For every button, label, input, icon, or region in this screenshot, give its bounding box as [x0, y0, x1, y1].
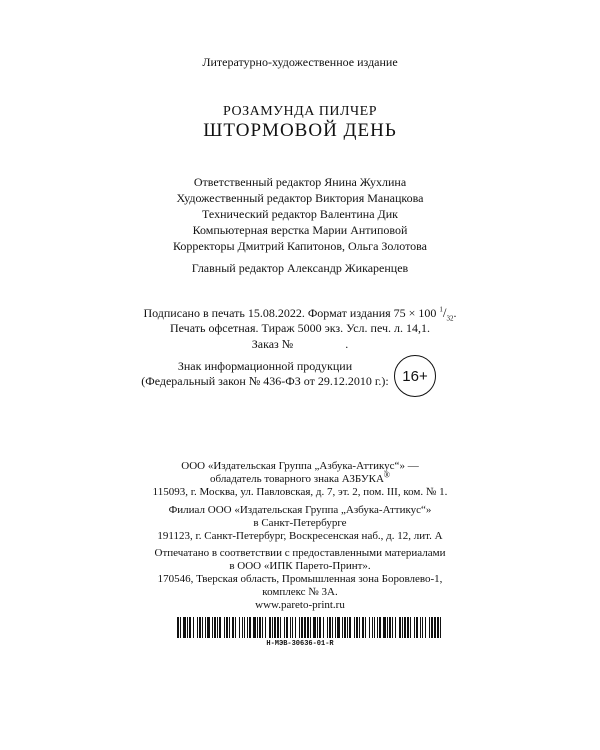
barcode-bar [224, 617, 225, 638]
barcode-bar [317, 617, 318, 638]
barcode-bar [337, 617, 340, 638]
age-rating-badge [394, 355, 436, 397]
barcode-bar [410, 617, 411, 638]
publisher-address: 115093, г. Москва, ул. Павловская, д. 7, эт. 2, пом. III, ком. № 1. [152, 486, 448, 498]
format-fraction: $^1/_{32}$ [439, 305, 454, 323]
barcode-text: Н-МЭВ-30636-01-R [266, 640, 334, 648]
printer-website: www.pareto-print.ru [255, 599, 345, 611]
print-info-text: Подписано в печать 15.08.2022. Формат издания 75 × 100 [143, 306, 437, 320]
branch-line: в Санкт-Петербурге [253, 517, 347, 529]
barcode-bar [272, 617, 273, 638]
barcode-bar [189, 617, 191, 638]
publisher-line: обладатель товарного знака АЗБУКА® [210, 470, 390, 485]
barcode-bar [389, 617, 391, 638]
barcode-bar [207, 617, 210, 638]
order-line: Заказ № . [251, 337, 349, 351]
barcode-bar [199, 617, 201, 638]
printer-address: комплекс № 3А. [262, 586, 338, 598]
barcode-bar [249, 617, 251, 638]
barcode-bar [379, 617, 381, 638]
barcode-bar [242, 617, 243, 638]
barcode-bar [277, 617, 279, 638]
print-info-line1: Подписано в печать 15.08.2022. Формат издания 75 × 100 $^1/_{32}$. [143, 305, 457, 323]
barcode-bar [383, 617, 386, 638]
barcode-bar [205, 617, 206, 638]
barcode-bar [177, 617, 179, 638]
barcode-bar [323, 617, 324, 638]
barcode-bar [269, 617, 271, 638]
barcode-bar [422, 617, 423, 638]
barcode-bar [247, 617, 248, 638]
credit-line: Художественный редактор Виктория Манацкова [176, 191, 424, 205]
barcode-bar [407, 617, 409, 638]
barcode-bar [377, 617, 378, 638]
barcode-bar [354, 617, 355, 638]
barcode-bar [399, 617, 401, 638]
barcode-bar [387, 617, 388, 638]
barcode-bar [214, 617, 216, 638]
barcode-bar [372, 617, 373, 638]
barcode-bar [395, 617, 396, 638]
print-info-line2: Печать офсетная. Тираж 5000 экз. Усл. печ. л. 14,1. [169, 321, 431, 335]
barcode-bar [197, 617, 198, 638]
branch-line: Филиал ООО «Издательская Группа „Азбука-Аттикус“» [168, 504, 432, 516]
barcode-bar [402, 617, 403, 638]
barcode-bar [359, 617, 360, 638]
barcode-bar [374, 617, 375, 638]
barcode-bar [232, 617, 234, 638]
barcode-bar [299, 617, 300, 638]
barcode-bar [369, 617, 370, 638]
barcode [177, 617, 441, 638]
barcode-bar [219, 617, 221, 638]
barcode-bar [429, 617, 430, 638]
credit-line: Корректоры Дмитрий Капитонов, Ольга Золотова [173, 239, 427, 253]
barcode-bar [253, 617, 256, 638]
barcode-bar [259, 617, 261, 638]
age-rating: 16+ [394, 355, 436, 397]
barcode-bar [280, 617, 281, 638]
printer-address: 170546, Тверская область, Промышленная зона Боровлево-1, [157, 573, 443, 585]
barcode-bar [356, 617, 358, 638]
edition-type: Литературно-художественное издание [202, 55, 398, 69]
author-name: РОЗАМУНДА ПИЛЧЕР [223, 104, 377, 119]
book-title: ШТОРМОВОЙ ДЕНЬ [203, 120, 397, 141]
barcode-bar [416, 617, 418, 638]
printer-line: в ООО «ИПК Парето-Принт». [229, 560, 371, 572]
barcode-bar [187, 617, 188, 638]
barcode-bar [425, 617, 426, 638]
barcode-bar [313, 617, 316, 638]
branch-address: 191123, г. Санкт-Петербург, Воскресенская наб., д. 12, лит. А [157, 530, 443, 542]
info-sign-line1: Знак информационной продукции [177, 359, 353, 373]
barcode-bar [183, 617, 186, 638]
barcode-bar [180, 617, 181, 638]
barcode-bar [292, 617, 293, 638]
barcode-bar [235, 617, 236, 638]
barcode-bar [295, 617, 296, 638]
barcode-bar [257, 617, 258, 638]
barcode-bar [262, 617, 263, 638]
barcode-bar [344, 617, 346, 638]
barcode-bar [431, 617, 433, 638]
credit-line: Технический редактор Валентина Дик [202, 207, 398, 221]
barcode-bar [404, 617, 406, 638]
barcode-bar [265, 617, 266, 638]
barcode-bar [414, 617, 415, 638]
barcode-bar [335, 617, 336, 638]
barcode-bar [229, 617, 230, 638]
barcode-bar [212, 617, 213, 638]
barcode-bar [202, 617, 203, 638]
barcode-bar [347, 617, 348, 638]
barcode-bar [286, 617, 288, 638]
barcode-bar [304, 617, 306, 638]
barcode-bar [434, 617, 436, 638]
barcode-bar [342, 617, 343, 638]
barcode-bar [319, 617, 321, 638]
barcode-bar [193, 617, 194, 638]
credit-line: Ответственный редактор Янина Жухлина [193, 175, 407, 189]
barcode-bar [226, 617, 228, 638]
barcode-bar [329, 617, 331, 638]
registered-trademark: ® [383, 470, 390, 480]
barcode-bar [310, 617, 311, 638]
order-label: Заказ № [251, 337, 294, 351]
barcode-bar [362, 617, 364, 638]
printer-line: Отпечатано в соответствии с предоставленными материалами [154, 547, 446, 559]
barcode-bar [437, 617, 439, 638]
barcode-bar [440, 617, 441, 638]
barcode-bar [301, 617, 303, 638]
credit-line: Компьютерная верстка Марии Антиповой [192, 223, 408, 237]
barcode-bar [327, 617, 328, 638]
publisher-line: ООО «Издательская Группа „Азбука-Аттикус“» — [181, 460, 419, 472]
barcode-bar [365, 617, 366, 638]
barcode-bar [239, 617, 240, 638]
chief-editor: Главный редактор Александр Жикаренцев [191, 261, 409, 275]
barcode-bar [290, 617, 291, 638]
barcode-bar [420, 617, 421, 638]
barcode-bar [349, 617, 351, 638]
barcode-bar [332, 617, 333, 638]
barcode-bar [274, 617, 276, 638]
barcode-bar [307, 617, 309, 638]
barcode-bar [284, 617, 285, 638]
info-sign-line2: (Федеральный закон № 436-ФЗ от 29.12.2010 г.): [141, 374, 389, 388]
barcode-bar [217, 617, 218, 638]
barcode-bar [244, 617, 245, 638]
barcode-bar [392, 617, 393, 638]
